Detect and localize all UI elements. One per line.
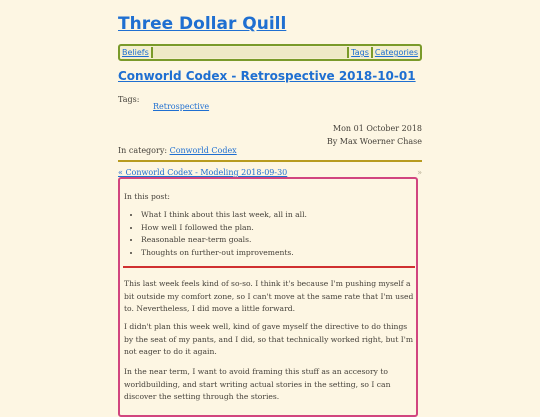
category-link[interactable]: Conworld Codex bbox=[169, 146, 237, 155]
toc-item: • Thoughts on further-out improvements. bbox=[141, 247, 307, 260]
article-paragraph: I didn't plan this week well, kind of gave myself the directive to do things by the seat of my pants, and I did, so that technically worked right, but I'm not eager to do it again. bbox=[124, 322, 414, 356]
toc-heading: In this post: bbox=[124, 192, 170, 201]
tags-label: Tags: bbox=[118, 95, 140, 104]
previous-post-link[interactable]: « Conworld Codex - Modeling 2018-09-30 bbox=[118, 168, 288, 177]
nav-item-tags[interactable]: Tags bbox=[351, 48, 369, 57]
toc-item: • Reasonable near-term goals. bbox=[141, 234, 307, 247]
toc-item: • How well I followed the plan. bbox=[141, 222, 307, 235]
article-paragraph: In the near term, I want to avoid framing this stuff as an accesory to worldbuilding, and start writing actual stories in the setting, so I can discover the setting through the stories. bbox=[124, 367, 391, 401]
site-title-link[interactable]: Three Dollar Quill bbox=[118, 14, 287, 34]
nav-bar bbox=[118, 44, 422, 61]
section-divider bbox=[118, 160, 422, 162]
category-label: In category: bbox=[118, 146, 168, 155]
post-date: Mon 01 October 2018 bbox=[332, 124, 422, 133]
post-author: By Max Woerner Chase bbox=[326, 137, 422, 146]
post-title-link[interactable]: Conworld Codex - Retrospective 2018-10-01 bbox=[118, 69, 416, 83]
toc-list bbox=[124, 209, 307, 259]
toc-divider bbox=[123, 266, 415, 268]
post-meta bbox=[327, 122, 422, 148]
nav-spacer bbox=[153, 47, 347, 58]
post-category bbox=[118, 146, 237, 155]
next-post-arrow: » bbox=[417, 168, 422, 177]
toc-item: • What I think about this last week, all in all. bbox=[141, 209, 307, 222]
article-body bbox=[118, 177, 418, 417]
article-paragraph: This last week feels kind of so-so. I think it's because I'm pushing myself a bit outside my comfort zone, so I can't move at the same rate that I'm used to. Nevertheless, I did move a little forward. bbox=[124, 279, 414, 313]
nav-item-beliefs[interactable]: Beliefs bbox=[122, 48, 149, 57]
tag-link-retrospective[interactable]: Retrospective bbox=[153, 102, 210, 111]
nav-item-categories[interactable]: Categories bbox=[374, 48, 418, 57]
